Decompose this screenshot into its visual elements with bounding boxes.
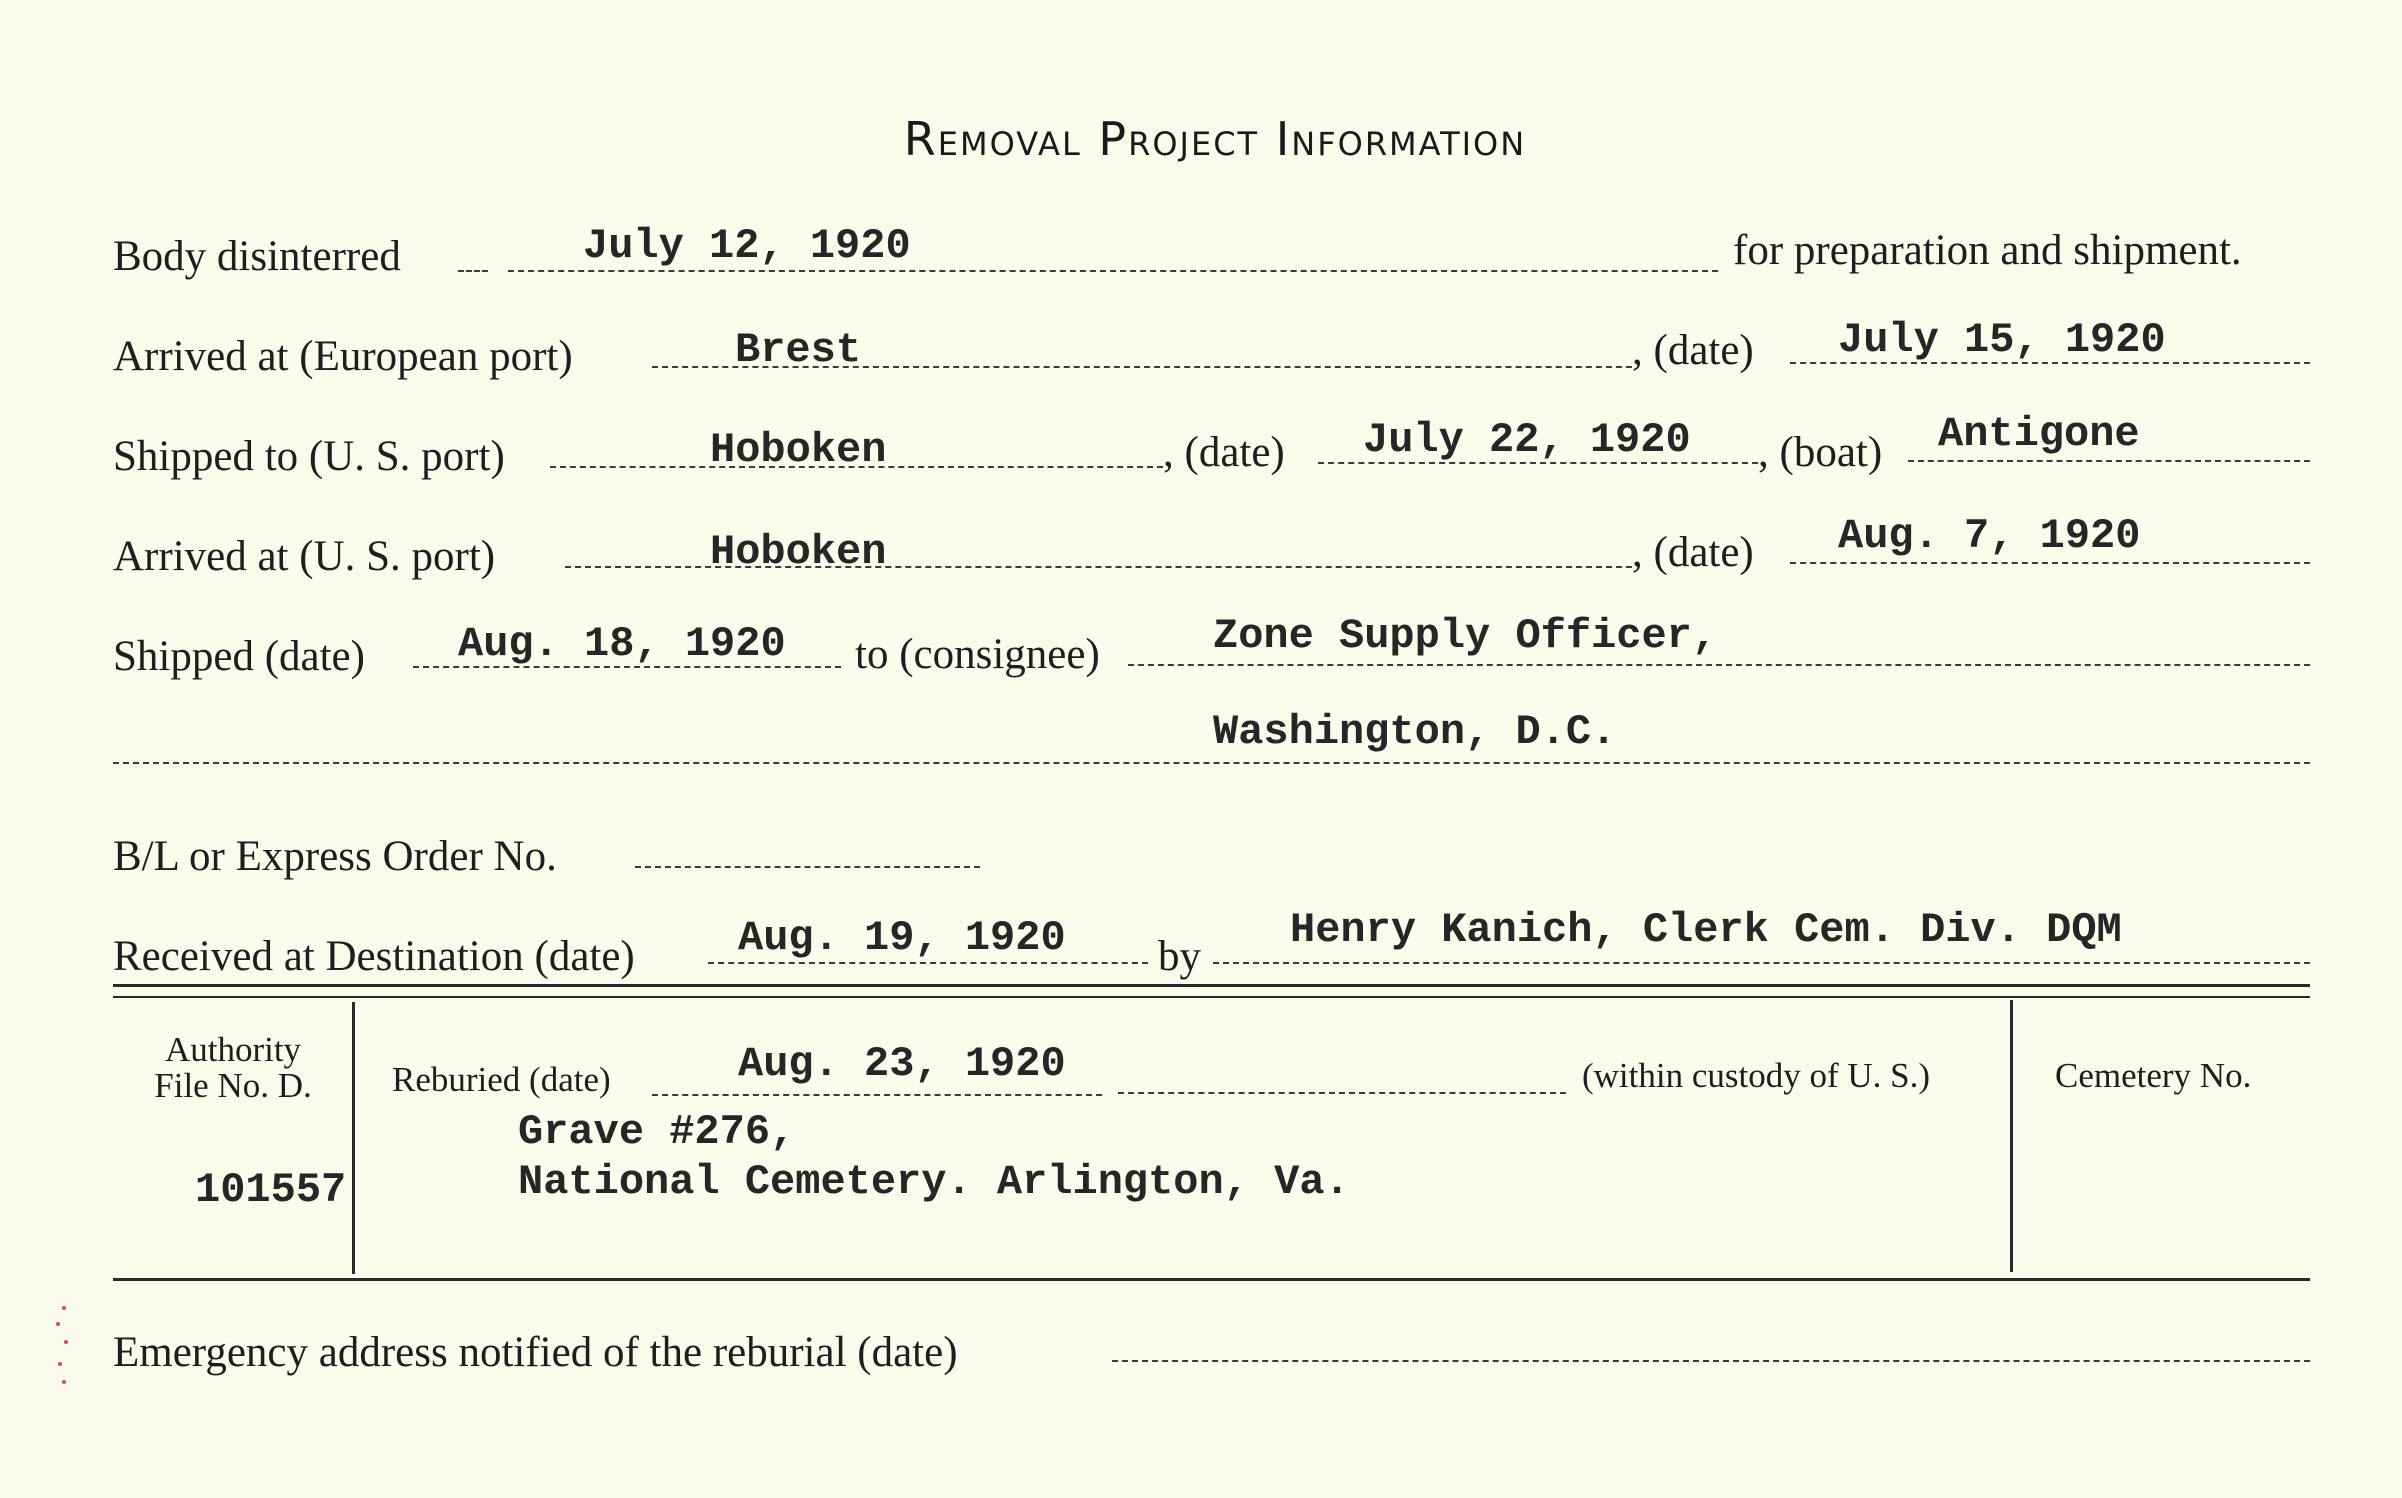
- fill-line: [1128, 664, 2310, 666]
- fill-line: [113, 762, 2310, 764]
- fill-line: [652, 1094, 1102, 1096]
- arrived-european-label: Arrived at (European port): [113, 333, 573, 380]
- reburied-label: Reburied (date): [392, 1060, 611, 1099]
- received-by-label: by: [1158, 933, 1201, 980]
- arrived-us-date-label: , (date): [1632, 529, 1754, 576]
- shipped-us-boat-label: , (boat): [1758, 429, 1883, 476]
- body-disinterred-date: July 12, 1920: [583, 222, 911, 270]
- custody-note: (within custody of U. S.): [1582, 1056, 1931, 1095]
- fill-line: [1790, 562, 2310, 564]
- arrived-us-date: Aug. 7, 1920: [1838, 512, 2141, 560]
- shipped-date-label: Shipped (date): [113, 633, 365, 680]
- reburial-location-line1: Grave #276,: [518, 1108, 796, 1156]
- shipped-us-date-label: , (date): [1163, 429, 1285, 476]
- reburied-date: Aug. 23, 1920: [738, 1040, 1066, 1088]
- cemetery-number-label: Cemetery No.: [2055, 1056, 2252, 1095]
- received-date: Aug. 19, 1920: [738, 914, 1066, 962]
- bl-order-label: B/L or Express Order No.: [113, 833, 557, 880]
- shipped-us-boat: Antigone: [1938, 410, 2140, 458]
- box-top-rule-2: [113, 996, 2310, 998]
- box-top-rule: [113, 984, 2310, 987]
- fill-line: [1908, 460, 2310, 462]
- consignee-label: to (consignee): [855, 631, 1100, 678]
- box-divider-right: [2010, 1000, 2013, 1272]
- authority-label-line1: Authority: [164, 1030, 302, 1069]
- shipped-us-date: July 22, 1920: [1363, 416, 1691, 464]
- fill-line: [508, 270, 1718, 272]
- received-by: Henry Kanich, Clerk Cem. Div. DQM: [1290, 906, 2122, 954]
- fill-line: [458, 270, 488, 272]
- arrived-us-port: Hoboken: [710, 528, 887, 576]
- shipped-us-label: Shipped to (U. S. port): [113, 433, 505, 480]
- consignee-line-2: Washington, D.C.: [1213, 708, 1617, 756]
- arrived-us-label: Arrived at (U. S. port): [113, 533, 496, 580]
- consignee-line-1: Zone Supply Officer,: [1213, 612, 1718, 660]
- box-divider-left: [352, 1002, 355, 1274]
- body-disinterred-suffix: for preparation and shipment.: [1733, 227, 2242, 274]
- page-title: Removal Project Information: [903, 112, 1527, 166]
- fill-line: [708, 962, 1148, 964]
- authority-label-line2: File No. D.: [154, 1066, 312, 1105]
- emergency-date-line: [1112, 1360, 2310, 1362]
- emergency-label: Emergency address notified of the reburial (date): [113, 1329, 958, 1376]
- bl-order-line: [635, 866, 980, 868]
- arrived-european-date-label: , (date): [1632, 327, 1754, 374]
- body-disinterred-label: Body disinterred: [113, 233, 401, 280]
- shipped-us-port: Hoboken: [710, 426, 887, 474]
- arrived-european-port: Brest: [735, 326, 862, 374]
- shipped-date: Aug. 18, 1920: [458, 620, 786, 668]
- arrived-european-date: July 15, 1920: [1838, 316, 2166, 364]
- received-label: Received at Destination (date): [113, 933, 635, 980]
- box-bottom-rule: [113, 1278, 2310, 1281]
- fill-line: [1213, 962, 2310, 964]
- authority-file-number: 101557: [195, 1166, 347, 1214]
- fill-line: [1118, 1092, 1566, 1094]
- reburial-location-line2: National Cemetery. Arlington, Va.: [518, 1158, 1350, 1206]
